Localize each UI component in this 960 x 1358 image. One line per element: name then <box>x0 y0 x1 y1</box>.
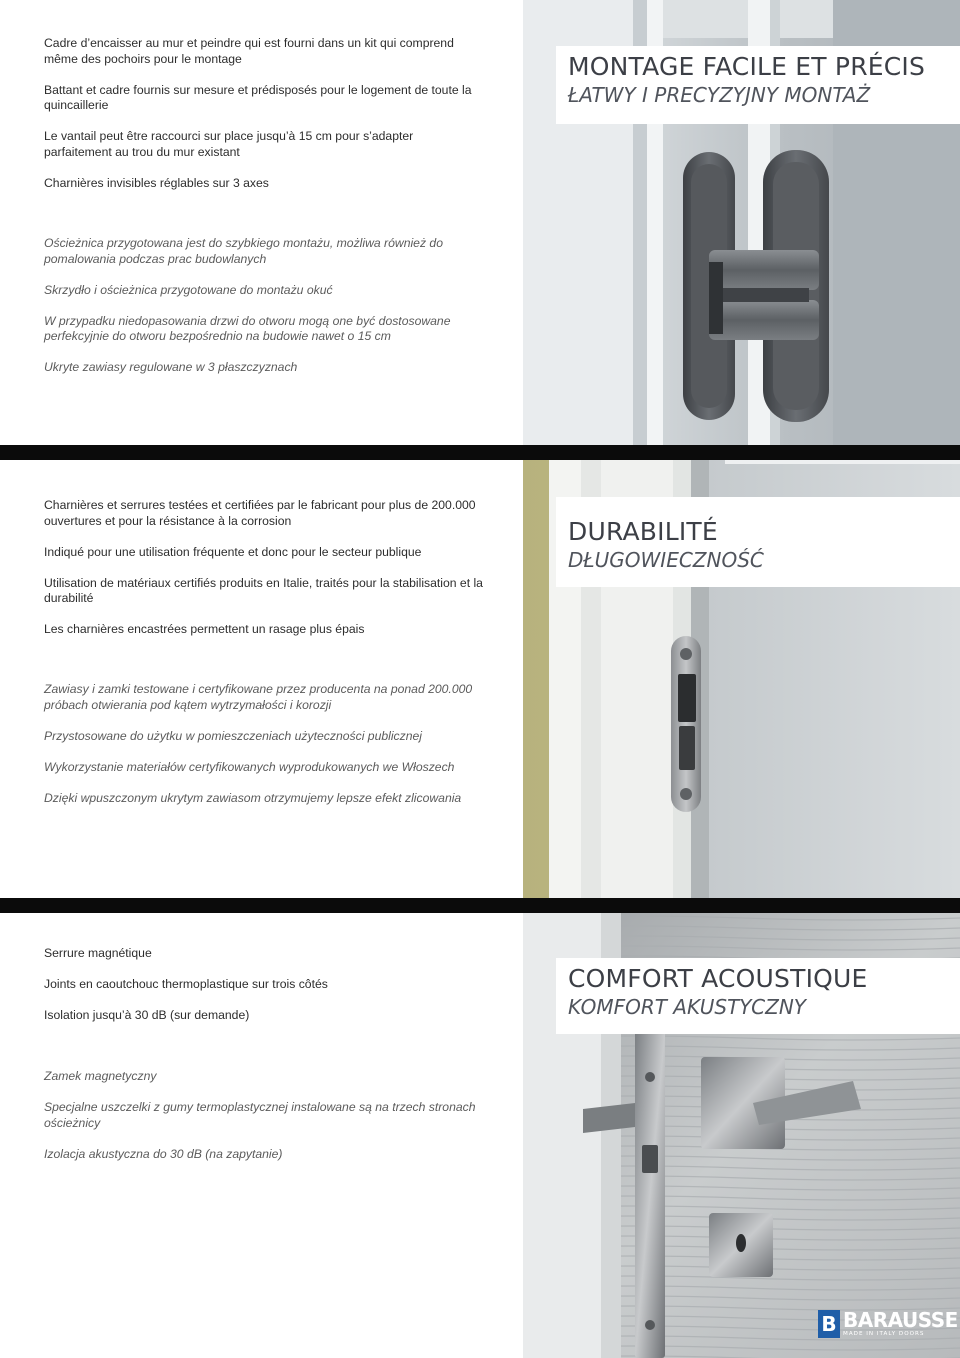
logo-name: BARAUSSE <box>843 1308 958 1332</box>
section1-fr-item: Cadre d’encaisser au mur et peindre qui est fourni dans un kit qui comprend même des pochoirs pour le montage <box>44 36 454 66</box>
section-divider <box>0 898 960 913</box>
section1-subtitle: ŁATWY I PRECYZYJNY MONTAŻ <box>568 83 871 107</box>
section3-title-box <box>556 958 960 1034</box>
barausse-logo <box>818 1308 958 1340</box>
section3-fr-item: Serrure magnétique <box>44 946 152 960</box>
section3-pl-item: Izolacja akustyczna do 30 dB (na zapytanie) <box>44 1146 283 1161</box>
section3-pl-item: Zamek magnetyczny <box>44 1069 157 1083</box>
logo-mark: B <box>818 1310 840 1338</box>
section-easy-installation <box>0 0 960 445</box>
section-acoustic-comfort <box>0 913 960 1358</box>
section1-fr-item: Charnières invisibles réglables sur 3 axes <box>44 175 269 190</box>
section2-title-box <box>556 497 960 587</box>
section1-pl-item: Ukryte zawiasy regulowane w 3 płaszczyznach <box>44 360 298 374</box>
section1-fr-item: Le vantail peut être raccourci sur place jusqu’à 15 cm pour s’adapter parfaitement au trou du mur existant <box>44 129 414 159</box>
section2-polish-text <box>44 682 484 822</box>
section2-pl-item: Wykorzystanie materiałów certyfikowanych wyprodukowanych we Włoszech <box>44 759 455 774</box>
section2-pl-item: Dzięki wpuszczonym ukrytym zawiasom otrzymujemy lepsze efekt zlicowania <box>44 790 462 805</box>
section2-french-text <box>44 498 484 653</box>
section3-pl-item: Specjalne uszczelki z gumy termoplastycznej instalowane są na trzech stronach ościeżnicy <box>44 1100 476 1130</box>
section2-fr-item: Indiqué pour une utilisation fréquente et donc pour le secteur publique <box>44 544 422 559</box>
section1-polish-text <box>44 236 484 391</box>
section3-polish-text <box>44 1069 484 1178</box>
section3-subtitle: KOMFORT AKUSTYCZNY <box>568 995 806 1019</box>
section2-pl-item: Zawiasy i zamki testowane i certyfikowane przez producenta na ponad 200.000 próbach otwierania pod kątem wytrzymałości i korozji <box>44 682 473 712</box>
section3-title: COMFORT ACOUSTIQUE <box>568 964 868 993</box>
section1-french-text <box>44 36 484 207</box>
section3-fr-item: Joints en caoutchouc thermoplastique sur trois côtés <box>44 977 328 991</box>
logo-tagline: MADE IN ITALY DOORS <box>843 1331 925 1337</box>
section1-title: MONTAGE FACILE ET PRÉCIS <box>568 52 926 81</box>
section1-pl-item: Ościeżnica przygotowana jest do szybkiego montażu, możliwa również do pomalowania podczas prac budowlanych <box>44 236 443 266</box>
section1-pl-item: W przypadku niedopasowania drzwi do otworu mogą one być dostosowane perfekcyjnie do otworu bezpośrednio na budowie nawet o 15 cm <box>44 313 451 343</box>
section2-fr-item: Utilisation de matériaux certifiés produits en Italie, traités pour la stabilisation et la durabilité <box>44 575 483 605</box>
section3-french-text <box>44 946 484 1039</box>
section-durability <box>0 460 960 898</box>
section3-fr-item: Isolation jusqu’à 30 dB (sur demande) <box>44 1008 250 1022</box>
section2-pl-item: Przystosowane do użytku w pomieszczeniach użyteczności publicznej <box>44 728 422 743</box>
section2-subtitle: DŁUGOWIECZNOŚĆ <box>568 548 764 572</box>
section2-title: DURABILITÉ <box>568 517 718 546</box>
section2-fr-item: Charnières et serrures testées et certifiées par le fabricant pour plus de 200.000 ouvertures et pour la résistance à la corrosion <box>44 498 476 528</box>
section-divider <box>0 445 960 460</box>
section1-pl-item: Skrzydło i ościeżnica przygotowane do montażu okuć <box>44 282 333 297</box>
section2-fr-item: Les charnières encastrées permettent un rasage plus épais <box>44 622 365 636</box>
section1-fr-item: Battant et cadre fournis sur mesure et prédisposés pour le logement de toute la quincaillerie <box>44 82 472 112</box>
section1-title-box <box>556 46 960 124</box>
